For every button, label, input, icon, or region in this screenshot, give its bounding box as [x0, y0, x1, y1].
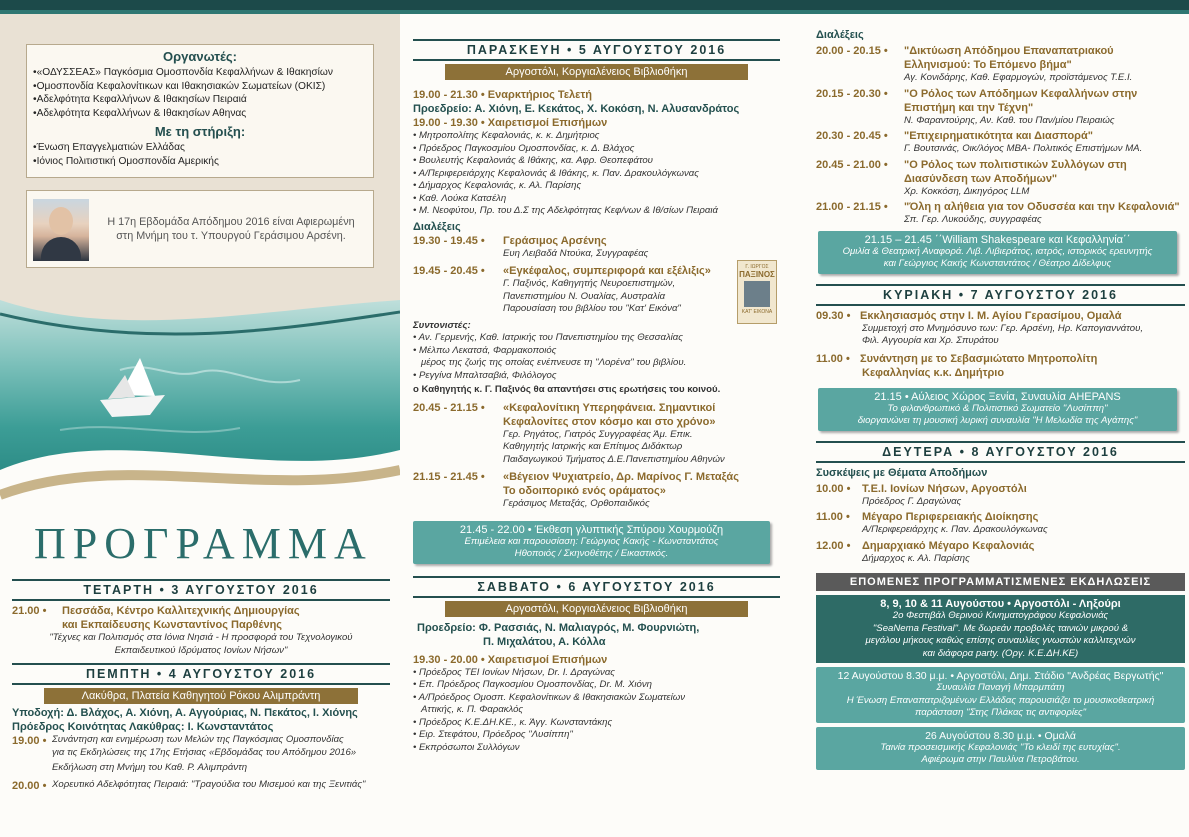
event-desc: Συνάντηση και ενημέρωση των Μελών της Παγκόσμιας Ομοσπονδίας — [52, 734, 344, 745]
event-desc: Ηθοποιός / Σκηνοθέτης / Εικαστικός. — [514, 548, 669, 559]
day-header-monday: ΔΕΥΤΕΡΑ • 8 ΑΥΓΟΥΣΤΟΥ 2016 — [816, 441, 1185, 463]
event-title: 21.45 - 22.00 • Έκθεση γλυπτικής Σπύρου Χουρμούζη — [459, 523, 724, 536]
event-time: 11.00 • — [816, 352, 850, 365]
coordinator-item: • Αν. Γερμενής, Καθ. Ιατρικής του Πανεπιστημίου της Θεσσαλίας — [413, 332, 683, 343]
event-desc: Καθηγητής Ιατρικής και Επίτιμος Διδάκτωρ — [503, 441, 683, 452]
event-title: 8, 9, 10 & 11 Αυγούστου • Αργοστόλι - Ληξούρι — [880, 598, 1121, 610]
day-header-saturday: ΣΑΒΒΑΤΟ • 6 ΑΥΓΟΥΣΤΟΥ 2016 — [413, 576, 780, 598]
concert-box — [818, 388, 1177, 431]
event-desc: για τις Εκδηλώσεις της 17ης Ετήσιας «Εβδομάδας του Απόδημου 2016» — [52, 746, 357, 758]
event-title: "Δικτύωση Απόδημου Επαναπατριακού — [904, 45, 1114, 57]
official-item: • Α/Πρόεδρος Ομοσπ. Κεφαλονίτικων & Ιθακησιακών Σωματείων — [413, 691, 686, 703]
official-item: • Α/Περιφερειάρχης Κεφαλονιάς & Ιθάκης, κ. Παν. Δρακουλόγκωνας — [413, 167, 699, 179]
lecture-item — [816, 44, 1185, 85]
dedication-line: στη Μνήμη του τ. Υπουργού Γεράσιμου Αρσένη. — [116, 230, 346, 242]
host-line: Προεδρείο: Φ. Ρασσιάς, Ν. Μαλιαγρός, Μ. Φουρνιώτη, — [417, 621, 700, 634]
coordinator-item: • Ρεγγίνα Μπαλτσαβιά, Φιλόλογος — [413, 369, 557, 381]
portrait-photo — [33, 199, 89, 261]
day-header-wednesday: ΤΕΤΑΡΤΗ • 3 ΑΥΓΟΥΣΤΟΥ 2016 — [12, 579, 390, 601]
event-desc: Εκδήλωση στη Μνήμη του Καθ. Ρ. Αλιμπράντη — [52, 762, 248, 773]
lecture-item — [816, 129, 1185, 156]
lecture-item — [816, 200, 1185, 227]
event-time: 20.45 - 21.00 • — [816, 158, 888, 171]
event-desc: Γερ. Ρηγάτος, Γιατρός Συγγραφέας Άμ. Επικ. — [503, 428, 693, 440]
upcoming-event-2 — [816, 667, 1185, 723]
event-title: 19.30 - 20.00 • Χαιρετισμοί Επισήμων — [413, 653, 608, 666]
dedication-box — [26, 190, 374, 268]
section-label: Διαλέξεις — [413, 220, 461, 233]
event-desc: Το φιλανθρωπικό & Πολιτιστικό Σωματείο "Λυσίππη" — [887, 402, 1108, 414]
event-title: Δημαρχιακό Μέγαρο Κεφαλονιάς — [862, 539, 1035, 552]
event-time: 20.00 - 20.15 • — [816, 45, 888, 57]
event-time: 09.30 • — [816, 309, 851, 322]
event-time: 21.00 • — [12, 605, 47, 617]
event-time: 21.15 - 21.45 • — [413, 471, 485, 483]
event-title: «Βέγειον Ψυχιατρείο, Δρ. Μαρίνος Γ. Μεταξάς — [503, 471, 739, 483]
event-title: Εκκλησιασμός στην Ι. Μ. Αγίου Γερασίμου, Ομαλά — [860, 309, 1122, 322]
event-title: «Κεφαλονίτικη Υπερηφάνεια. Σημαντικοί — [503, 401, 716, 414]
upcoming-event-3 — [816, 727, 1185, 770]
event-desc: "SeaNema Festival". Με δωρεάν προβολές ταινιών μικρού & — [872, 622, 1129, 634]
event-title: 21.15 • Αύλειος Χώρος Ξενία, Συναυλία AHEPANS — [874, 390, 1121, 403]
event-desc: Φιλ. Αγγουρία και Χρ. Σπυράτου — [862, 335, 999, 346]
event-desc: Σπ. Γερ. Λυκούδης, συγγραφέας — [904, 214, 1042, 225]
event-title: 26 Αυγούστου 8.30 μ.μ. • Ομαλά — [925, 729, 1076, 742]
section-label: Συσκέψεις με Θέματα Αποδήμων — [816, 466, 988, 479]
shakespeare-box — [818, 231, 1177, 274]
official-item: • Βουλευτής Κεφαλονιάς & Ιθάκης, κα. Αφρ. Θεοπεφάτου — [413, 155, 653, 166]
day-header-thursday: ΠΕΜΠΤΗ • 4 ΑΥΓΟΥΣΤΟΥ 2016 — [12, 663, 390, 685]
event-desc: Πρόεδρος Γ. Δραγώνας — [862, 495, 962, 507]
host-line: Υποδοχή: Δ. Βλάχος, Α. Χιόνη, Α. Αγγούριας, Ν. Πεκάτος, Ι. Χιόνης — [12, 707, 358, 719]
event-time: 20.45 - 21.15 • — [413, 401, 485, 414]
event-desc: Αφιέρωμα στην Παυλίνα Πετροβάτου. — [921, 754, 1080, 765]
event-title: 21.15 – 21.45 ΄΄William Shakespeare και Κεφαλληνία΄΄ — [864, 233, 1131, 246]
support-item: •Ιόνιος Πολιτιστική Ομοσπονδία Αμερικής — [33, 155, 219, 167]
page-title: ΠΡΟΓΡΑΜΜΑ — [34, 519, 373, 568]
host-line: Προεδρείο: Α. Χιόνη, Ε. Κεκάτος, Χ. Κοκόση, Ν. Αλυσανδράτος — [413, 103, 740, 115]
event-title: "Επιχειρηματικότητα και Διασπορά" — [904, 130, 1093, 142]
event-title: Τ.Ε.Ι. Ιονίων Νήσων, Αργοστόλι — [862, 482, 1027, 495]
organizer-item: •Αδελφότητα Κεφαλλήνων & Ιθακησίων Πειραιά — [33, 94, 247, 105]
official-item: • Ειρ. Στεφάτου, Πρόεδρος "Λυσίππη" — [413, 729, 573, 740]
official-item: • Καθ. Λούκα Κατσέλη — [413, 192, 507, 204]
event-desc: Εκπαιδευτικού Ιδρύματος Ιονίων Νήσων" — [114, 644, 288, 656]
day-header-sunday: ΚΥΡΙΑΚΗ • 7 ΑΥΓΟΥΣΤΟΥ 2016 — [816, 284, 1185, 306]
event-title: 12 Αυγούστου 8.30 μ.μ. • Αργοστόλι, Δημ. Στάδιο "Ανδρέας Βεργωτής" — [837, 670, 1164, 682]
organizer-item: •Αδελφότητα Κεφαλλήνων & Ιθακησίων Αθηνας — [33, 107, 247, 119]
venue-banner: Αργοστόλι, Κοργιαλένειος Βιβλιοθήκη — [445, 64, 748, 80]
sea-image — [0, 300, 400, 513]
official-item: • Πρόεδρος ΤΕΙ Ιονίων Νήσων, Dr. Ι. Δραγώνας — [413, 666, 615, 678]
meeting-item — [816, 482, 1185, 509]
event-desc: Συμμετοχή στο Μνημόσυνο των: Γερ. Αρσένη, Ηρ. Καπογιαννάτου, — [862, 322, 1144, 334]
event-time: 20.00 • — [12, 779, 47, 792]
event-desc: Ομιλία & Θεατρική Αναφορά. Λιβ. Λιβιεράτος, ιατρός, ιστορικός ερευνητής — [842, 245, 1153, 257]
event-title: 19.00 - 21.30 • Εναρκτήριος Τελετή — [413, 89, 593, 101]
event-desc: Αγ. Κονιδάρης, Καθ. Εφαρμογών, προϊστάμενος Τ.Ε.Ι. — [904, 72, 1133, 83]
event-title: 19.00 - 19.30 • Χαιρετισμοί Επισήμων — [413, 117, 608, 129]
book-cover-image: Γ. ΙΩΡΓΟΣ ΠΑΞΙΝΟΣ ΚΑΤ' ΕΙΚΟΝΑ — [737, 260, 777, 324]
event-desc: Ν. Φαραντούρης, Αν. Καθ. του Παν/μίου Πειραιώς — [904, 114, 1115, 126]
organizer-item: •«ΟΔΥΣΣΕΑΣ» Παγκόσμια Ομοσπονδία Κεφαλλήνων & Ιθακησίων — [33, 67, 333, 78]
event-desc: μεγάλου μήκους καθώς επίσης συναυλίες γνωστών καλλιτεχνών — [865, 635, 1136, 646]
organizers-box — [26, 44, 374, 178]
coordinator-item: • Μέλπω Λεκατσά, Φαρμακοποιός — [413, 344, 557, 356]
event-desc: Γ. Βουτσινάς, Οικ/λόγος ΜΒΑ- Πολιτικός Επιστήμων ΜΑ. — [904, 143, 1143, 154]
event-title: «Εγκέφαλος, συμπεριφορά και εξέλιξις» — [503, 265, 711, 277]
official-item: • Μ. Νεοφύτου, Πρ. του Δ.Σ της Αδελφότητας Κεφ/νων & Ιθ/σίων Πειραιά — [413, 205, 718, 216]
event-desc: και διάφορα party. (Οργ. Κ.Ε.ΔΗ.ΚΕ) — [922, 647, 1079, 659]
event-title: Κεφαλληνίας κ.κ. Δημήτριο — [862, 366, 1005, 379]
top-bar — [0, 0, 1189, 10]
event-time: 19.30 - 19.45 • — [413, 234, 485, 247]
day-header-friday: ΠΑΡΑΣΚΕΥΗ • 5 ΑΥΓΟΥΣΤΟΥ 2016 — [413, 39, 780, 61]
event-desc: παράσταση "Στης Πλάκας τις αντιφορίες" — [914, 707, 1087, 718]
official-item: Αττικής, κ. Π. Φαρακλός — [421, 704, 524, 715]
event-time: 10.00 • — [816, 482, 851, 495]
section-label: Διαλέξεις — [816, 29, 864, 41]
host-line: Π. Μιχαλάτου, Α. Κόλλα — [483, 635, 606, 648]
organizers-title: Οργανωτές: — [163, 49, 237, 64]
event-desc: Παρουσίαση του βιβλίου του "Κατ' Εικόνα" — [503, 303, 681, 314]
event-desc: και Γεώργιος Κακής Κωνσταντάτος / Θέατρο Δίδελφυς — [883, 258, 1112, 269]
event-desc: Χορευτικό Αδελφότητας Πειραιά: "Τραγούδια του Μισεμού και της Ξενιτιάς" — [52, 778, 366, 790]
lecture-item — [816, 87, 1185, 128]
event-desc: Συναυλία Παναγή Μπαρμπάτη — [936, 682, 1065, 693]
note: ο Καθηγητής κ. Γ. Παξινός θα απαντήσει στις ερωτήσεις του κοινού. — [413, 384, 721, 395]
event-time: 11.00 • — [816, 511, 850, 523]
event-title: Διασύνδεση των Αποδήμων" — [904, 172, 1058, 185]
event-desc: Πανεπιστημίου Ν. Ουαλίας, Αυστραλία — [503, 290, 666, 302]
official-item: • Πρόεδρος Παγκοσμίου Ομοσπονδίας, κ. Δ. Βλάχος — [413, 142, 635, 154]
event-time: 19.45 - 20.45 • — [413, 265, 485, 277]
event-title: Επιστήμη και την Τέχνη" — [904, 101, 1034, 114]
exhibition-box — [413, 521, 770, 564]
lecture-item — [816, 158, 1185, 199]
official-item: • Επ. Πρόεδρος Παγκοσμίου Ομοσπονδίας, Dr. Μ. Χιόνη — [413, 679, 652, 690]
event-time: 19.00 • — [12, 735, 47, 747]
meeting-item — [816, 510, 1185, 537]
event-time: 20.30 - 20.45 • — [816, 130, 888, 142]
event-title: "Όλη η αλήθεια για τον Οδυσσέα και την Κεφαλονιά" — [904, 201, 1180, 213]
event-desc: Γεράσιμος Μεταξάς, Ορθοπαιδικός — [503, 498, 650, 509]
event-title: Κεφαλονίτες στον κόσμο και στο χρόνο» — [503, 415, 716, 428]
host-line: Πρόεδρος Κοινότητας Λακύθρας: Ι. Κωνσταντάτος — [12, 721, 274, 733]
event-time: 12.00 • — [816, 539, 851, 552]
event-desc: Επιμέλεια και παρουσίαση: Γεώργιος Κακής - Κωνσταντάτος — [464, 535, 719, 547]
event-desc: 2ο Φεστιβάλ Θερινού Κινηματογράφου Κεφαλονιάς — [892, 610, 1109, 621]
support-title: Με τη στήριξη: — [154, 124, 246, 139]
section-label: Συντονιστές: — [413, 319, 471, 331]
event-desc: Ευη Λειβαδά Ντούκα, Συγγραφέας — [503, 247, 649, 259]
event-desc: Ταινία προσεισμικής Κεφαλονιάς "Το κλειδί της ευτυχίας". — [880, 741, 1121, 753]
event-title: Συνάντηση με το Σεβασμιώτατο Μητροπολίτη — [860, 352, 1098, 365]
event-title: Γεράσιμος Αρσένης — [503, 234, 607, 247]
official-item: • Πρόεδρος Κ.Ε.ΔΗ.ΚΕ., κ. Άγγ. Κωνσταντάκης — [413, 716, 613, 728]
event-desc: Η Ένωση Επαναπατριζομένων Ελλάδας παρουσιάζει το μουσικοθεατρική — [846, 694, 1155, 706]
dedication-line: Η 17η Εβδομάδα Απόδημου 2016 είναι Αφιερωμένη — [107, 216, 355, 228]
event-desc: Δήμαρχος κ. Αλ. Παρίσης — [862, 552, 970, 564]
event-title: Μέγαρο Περιφερειακής Διοίκησης — [862, 511, 1039, 523]
event-desc: Γ. Παξινός, Καθηγητής Νευροεπιστημών, — [503, 278, 676, 289]
event-desc: Α/Περιφερειάρχης κ. Παν. Δρακουλόγκωνας — [862, 524, 1048, 535]
support-item: •Ένωση Επαγγελματιών Ελλάδας — [33, 142, 185, 153]
event-desc: "Τέχνες και Πολιτισμός στα Ιόνια Νησιά - Η προσφορά του Τεχνολογικού — [49, 632, 353, 643]
event-title: Ελληνισμού: Το Επόμενο βήμα" — [904, 59, 1072, 71]
official-item: • Μητροπολίτης Κεφαλονιάς, κ. κ. Δημήτριος — [413, 130, 600, 141]
event-desc: διοργανώνει τη μουσική λυρική συναυλία "Η Μελωδία της Αγάπης" — [857, 415, 1138, 426]
official-item: • Δήμαρχος Κεφαλονιάς, κ. Αλ. Παρίσης — [413, 180, 582, 191]
event-title: Πεσσάδα, Κέντρο Καλλιτεχνικής Δημιουργίας — [62, 605, 300, 617]
official-item: • Εκπρόσωποι Συλλόγων — [413, 741, 520, 753]
event-time: 20.15 - 20.30 • — [816, 87, 888, 100]
event-desc: Χρ. Κοκκόση, Δικηγόρος LLM — [904, 185, 1030, 197]
event-title: "Ο Ρόλος των πολιτιστικών Συλλόγων στη — [904, 158, 1127, 171]
venue-banner: Λακύθρα, Πλατεία Καθηγητού Ρόκου Αλιμπράντη — [44, 688, 358, 704]
upcoming-event-1 — [816, 595, 1185, 663]
meeting-item — [816, 539, 1185, 566]
event-title: "Ο Ρόλος των Απόδημων Κεφαλλήνων στην — [904, 87, 1138, 100]
venue-banner: Αργοστόλι, Κοργιαλένειος Βιβλιοθήκη — [445, 601, 748, 617]
coordinator-item: μέρος της ζωής της οποίας ενέπνευσε τη "Λορένα" του βιβλίου. — [421, 357, 687, 368]
event-title: και Εκπαίδευσης Κωνσταντίνος Παρθένης — [62, 619, 283, 631]
event-desc: Παιδαγωγικού Τμήματος Δ.Ε.Πανεπιστημίου Αθηνών — [503, 453, 725, 465]
organizer-item: •Ομοσπονδία Κεφαλονίτικων και Ιθακησιακών Σωματείων (ΟΚΙΣ) — [33, 80, 326, 92]
event-time: 21.00 - 21.15 • — [816, 201, 888, 213]
upcoming-header: ΕΠΟΜΕΝΕΣ ΠΡΟΓΡΑΜΜΑΤΙΣΜΕΝΕΣ ΕΚΔΗΛΩΣΕΙΣ — [816, 573, 1185, 591]
event-title: Το οδοιπορικό ενός οράματος» — [503, 485, 666, 497]
